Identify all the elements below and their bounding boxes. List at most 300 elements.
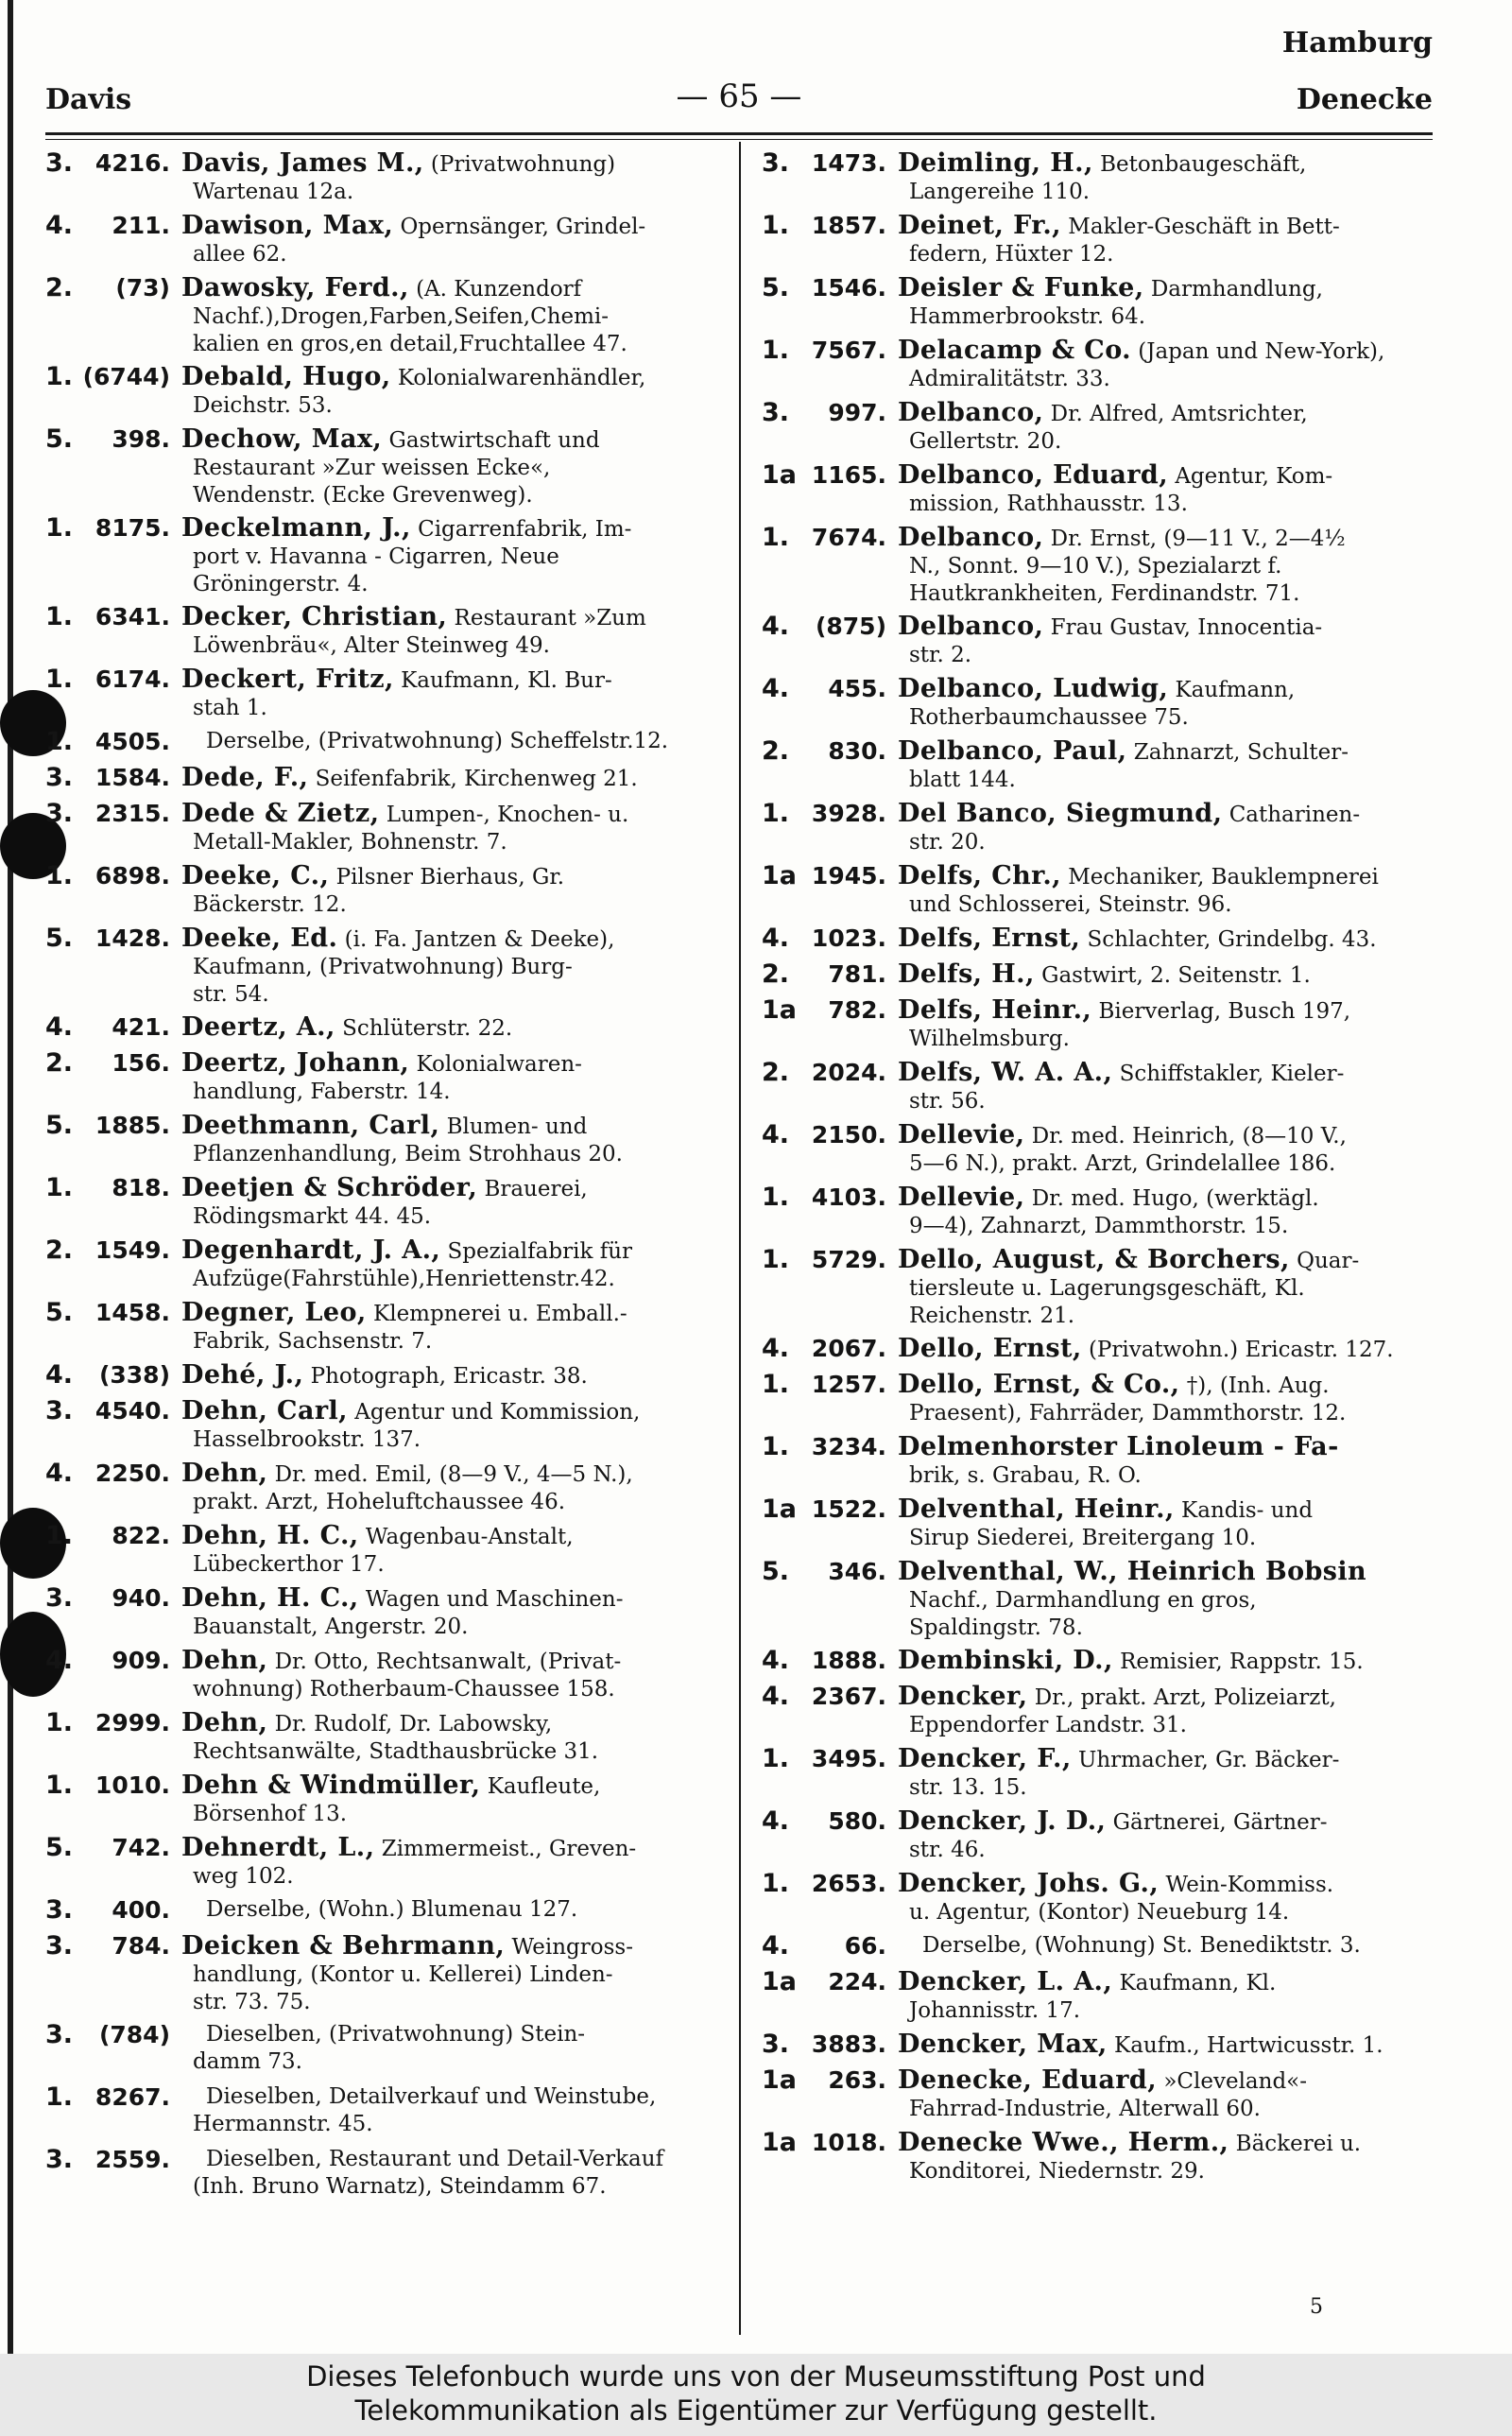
- entry-phone-number: 6341.: [94, 603, 170, 631]
- entry-class: 4.: [762, 1335, 790, 1363]
- entry-detail-continued: Spaldingstr. 78.: [909, 1615, 1083, 1640]
- entry-detail: (A. Kunzendorf: [416, 277, 582, 302]
- entry-name: Deckert, Fritz,: [181, 665, 394, 694]
- entry-name: Deeke, Ed.: [181, 924, 338, 953]
- entry-detail: Kaufm., Hartwicusstr. 1.: [1114, 2033, 1383, 2058]
- entry-detail-continued: Konditorei, Niedernstr. 29.: [909, 2159, 1205, 2184]
- entry-detail-continued: Hermannstr. 45.: [193, 2112, 373, 2136]
- entry-phone-number: 2559.: [94, 2146, 170, 2173]
- entry-detail-continued: stah 1.: [193, 696, 267, 720]
- entry-class: 4.: [762, 1121, 790, 1149]
- directory-entry: [45, 1522, 726, 1584]
- entry-phone-number: 8175.: [94, 514, 170, 542]
- entry-phone-number: 4216.: [94, 149, 170, 177]
- entry-phone-number: 4103.: [811, 1183, 886, 1211]
- entry-detail: »Cleveland«-: [1163, 2069, 1308, 2094]
- entry-name: Delbanco,: [898, 399, 1044, 427]
- entry-class: 4.: [45, 1361, 74, 1390]
- entry-phone-number: 1546.: [811, 274, 886, 302]
- entry-phone-number: 580.: [828, 1807, 886, 1835]
- directory-entry: [45, 1647, 726, 1709]
- entry-name: Degner, Leo,: [181, 1299, 367, 1327]
- entry-name: Denecke Wwe., Herm.,: [898, 2129, 1229, 2157]
- page-number: — 65 —: [676, 78, 802, 115]
- entry-phone-number: 5729.: [811, 1246, 886, 1273]
- entry-name: Deinet, Fr.,: [898, 212, 1061, 240]
- entry-phone-number: 2024.: [811, 1059, 886, 1086]
- entry-detail: (i. Fa. Jantzen & Deeke),: [344, 927, 615, 952]
- entry-class: 1.: [45, 603, 74, 631]
- entry-detail-continued: (Inh. Bruno Warnatz), Steindamm 67.: [193, 2174, 607, 2199]
- directory-entry: [45, 1834, 726, 1896]
- directory-entry: [45, 1397, 726, 1460]
- entry-class: 1.: [45, 2083, 74, 2112]
- entry-class: 2.: [762, 960, 790, 989]
- entry-class: 4.: [762, 613, 790, 641]
- entry-class: 4.: [45, 1460, 74, 1488]
- entry-phone-number: 830.: [828, 737, 886, 765]
- directory-entry: [762, 862, 1442, 924]
- entry-class: 1.: [762, 1870, 790, 1898]
- entry-detail-continued: kalien en gros,en detail,Fruchtallee 47.: [193, 332, 627, 356]
- entry-class: 1a: [762, 461, 798, 490]
- entry-class: 4.: [762, 675, 790, 703]
- entry-detail: Darmhandlung,: [1150, 277, 1323, 302]
- directory-entry: [762, 212, 1442, 274]
- directory-entry: [45, 800, 726, 862]
- entry-phone-number: 3928.: [811, 800, 886, 827]
- sheet-mark: 5: [1310, 2295, 1323, 2319]
- entry-name: Delbanco,: [898, 613, 1044, 641]
- entry-phone-number: 2315.: [94, 800, 170, 827]
- entry-detail-continued: brik, s. Grabau, R. O.: [909, 1463, 1142, 1488]
- entry-name: Debald, Hugo,: [181, 363, 391, 391]
- entry-detail: Remisier, Rappstr. 15.: [1120, 1650, 1364, 1674]
- entry-detail: Dr. Rudolf, Dr. Labowsky,: [274, 1712, 553, 1736]
- entry-phone-number: 1857.: [811, 212, 886, 239]
- entry-name: Dehn, H. C.,: [181, 1522, 359, 1550]
- entry-phone-number: 400.: [112, 1896, 170, 1924]
- directory-entry: [762, 613, 1442, 675]
- entry-phone-number: 1458.: [94, 1299, 170, 1326]
- entry-detail-continued: Börsenhof 13.: [193, 1802, 348, 1826]
- directory-entry: [762, 2066, 1442, 2129]
- entry-detail: Restaurant »Zum: [454, 606, 646, 631]
- entry-name: Delfs, H.,: [898, 960, 1035, 989]
- directory-entry: [762, 461, 1442, 524]
- entry-name: Delfs, W. A. A.,: [898, 1059, 1113, 1087]
- entry-phone-number: 263.: [828, 2066, 886, 2094]
- entry-phone-number: (73): [115, 274, 170, 302]
- entry-class: 3.: [45, 2021, 74, 2049]
- entry-class: 4.: [45, 1013, 74, 1042]
- directory-entry: [45, 1049, 726, 1112]
- right-column: [762, 149, 1442, 2342]
- entry-class: 1a: [762, 2066, 798, 2095]
- entry-detail-continued: tiersleute u. Lagerungsgeschäft, Kl.: [909, 1276, 1305, 1301]
- entry-name: Dechow, Max,: [181, 425, 383, 454]
- entry-name: Decker, Christian,: [181, 603, 448, 631]
- entry-class: 1.: [45, 728, 74, 756]
- entry-detail: Frau Gustav, Innocentia-: [1050, 615, 1323, 640]
- entry-detail-continued: u. Agentur, (Kontor) Neueburg 14.: [909, 1900, 1290, 1925]
- entry-name: Delbanco, Eduard,: [898, 461, 1168, 490]
- entry-detail: Schlachter, Grindelbg. 43.: [1087, 927, 1377, 952]
- entry-detail: Wein-Kommiss.: [1165, 1873, 1334, 1897]
- entry-name: Dembinski, D.,: [898, 1647, 1113, 1675]
- left-column: [45, 149, 726, 2342]
- entry-phone-number: 421.: [112, 1013, 170, 1041]
- directory-entry: [762, 1932, 1442, 1968]
- entry-detail: Cigarrenfabrik, Im-: [418, 517, 632, 542]
- entry-phone-number: 1018.: [811, 2129, 886, 2156]
- entry-detail-continued: Wartenau 12a.: [193, 180, 354, 204]
- entry-class: 2.: [45, 1049, 74, 1078]
- entry-detail: Wagenbau-Anstalt,: [365, 1525, 574, 1549]
- entry-phone-number: 224.: [828, 1968, 886, 1995]
- entry-detail: (Privatwohnung): [430, 152, 616, 177]
- entry-detail-continued: Hautkrankheiten, Ferdinandstr. 71.: [909, 581, 1300, 606]
- entry-detail-continued: Fabrik, Sachsenstr. 7.: [193, 1329, 433, 1354]
- directory-entry: [762, 960, 1442, 996]
- entry-detail: (Privatwohn.) Ericastr. 127.: [1088, 1338, 1394, 1362]
- entry-detail-continued: Gröningerstr. 4.: [193, 572, 369, 596]
- entry-phone-number: 3883.: [811, 2030, 886, 2058]
- entry-detail: Derselbe, (Wohnung) St. Benediktstr. 3.: [922, 1933, 1361, 1958]
- directory-entry: [45, 1771, 726, 1834]
- directory-entry: [45, 1174, 726, 1236]
- entry-name: Dencker,: [898, 1683, 1028, 1711]
- entry-detail: Blumen- und: [446, 1114, 588, 1139]
- entry-detail: Derselbe, (Privatwohnung) Scheffelstr.12.: [206, 729, 669, 753]
- entry-class: 3.: [45, 2146, 74, 2174]
- directory-entry: [762, 675, 1442, 737]
- entry-name: Dehn & Windmüller,: [181, 1771, 481, 1800]
- entry-name: Dehn, Carl,: [181, 1397, 348, 1425]
- binding-edge: [8, 0, 13, 2354]
- entry-detail-continued: Bäckerstr. 12.: [193, 892, 347, 917]
- directory-entry: [762, 1335, 1442, 1371]
- entry-detail-continued: Rechtsanwälte, Stadthausbrücke 31.: [193, 1739, 599, 1764]
- entry-detail-continued: federn, Hüxter 12.: [909, 242, 1114, 267]
- entry-class: 5.: [762, 1558, 790, 1586]
- directory-entry: [762, 2129, 1442, 2191]
- entry-name: Del Banco, Siegmund,: [898, 800, 1223, 828]
- entry-detail: Zahnarzt, Schulter-: [1133, 740, 1349, 765]
- entry-detail-continued: Rödingsmarkt 44. 45.: [193, 1204, 432, 1229]
- entry-detail: Dr. med. Heinrich, (8—10 V.,: [1031, 1124, 1347, 1149]
- entry-class: 1.: [762, 1246, 790, 1274]
- directory-entry: [45, 665, 726, 728]
- entry-detail-continued: handlung, (Kontor u. Kellerei) Linden-: [193, 1962, 613, 1987]
- entry-class: 1a: [762, 2129, 798, 2157]
- entry-detail: Dr. Ernst, (9—11 V., 2—4½: [1050, 527, 1346, 551]
- entry-name: Deeke, C.,: [181, 862, 330, 890]
- entry-phone-number: 211.: [112, 212, 170, 239]
- directory-entry: [762, 149, 1442, 212]
- entry-detail: Gärtnerei, Gärtner-: [1112, 1810, 1328, 1835]
- entry-class: 1.: [762, 1371, 790, 1399]
- entry-detail-continued: N., Sonnt. 9—10 V.), Spezialarzt f.: [909, 554, 1282, 579]
- entry-detail: Kandis- und: [1181, 1498, 1314, 1523]
- directory-entry: [45, 1013, 726, 1049]
- entry-name: Delfs, Chr.,: [898, 862, 1061, 890]
- entry-detail-continued: Lübeckerthor 17.: [193, 1552, 385, 1577]
- entry-phone-number: 1428.: [94, 924, 170, 952]
- directory-entry: [762, 737, 1442, 800]
- entry-class: 1.: [45, 862, 74, 890]
- entry-phone-number: 1165.: [811, 461, 886, 489]
- entry-class: 1.: [45, 1709, 74, 1737]
- entry-phone-number: (338): [98, 1361, 170, 1389]
- entry-class: 1.: [762, 337, 790, 365]
- directory-entry: [45, 212, 726, 274]
- directory-entry: [762, 274, 1442, 337]
- entry-phone-number: 940.: [112, 1584, 170, 1612]
- directory-entry: [45, 728, 726, 764]
- entry-detail: Spezialfabrik für: [447, 1239, 633, 1264]
- directory-entry: [762, 1558, 1442, 1647]
- entry-phone-number: (875): [815, 613, 886, 640]
- entry-detail: Quar-: [1297, 1249, 1360, 1273]
- directory-entry: [45, 2146, 726, 2208]
- entry-detail: Lumpen-, Knochen- u.: [386, 803, 629, 827]
- entry-class: 1.: [45, 1522, 74, 1550]
- entry-name: Dehn,: [181, 1460, 268, 1488]
- entry-detail: Dr., prakt. Arzt, Polizeiarzt,: [1034, 1685, 1336, 1710]
- entry-name: Dello, Ernst,: [898, 1335, 1082, 1363]
- directory-entry: [45, 1299, 726, 1361]
- entry-name: Delacamp & Co.: [898, 337, 1131, 365]
- entry-phone-number: 742.: [112, 1834, 170, 1861]
- directory-entry: [45, 425, 726, 514]
- entry-detail: Schiffstakler, Kieler-: [1119, 1062, 1345, 1086]
- entry-detail: Gastwirtschaft und: [388, 428, 600, 453]
- header-city: Hamburg: [1281, 26, 1433, 60]
- directory-entry: [762, 1807, 1442, 1870]
- directory-entry: [762, 1183, 1442, 1246]
- entry-phone-number: 4540.: [94, 1397, 170, 1425]
- entry-name: Dehé, J.,: [181, 1361, 304, 1390]
- directory-entry: [762, 337, 1442, 399]
- entry-detail-continued: Hammerbrookstr. 64.: [909, 304, 1146, 329]
- entry-detail-continued: str. 54.: [193, 982, 269, 1007]
- entry-detail-continued: str. 46.: [909, 1838, 986, 1862]
- entry-phone-number: 909.: [112, 1647, 170, 1674]
- entry-name: Dencker, Max,: [898, 2030, 1108, 2059]
- entry-name: Delfs, Ernst,: [898, 924, 1081, 953]
- entry-detail-continued: Hasselbrookstr. 137.: [193, 1427, 421, 1452]
- entry-detail-continued: prakt. Arzt, Hoheluftchaussee 46.: [193, 1490, 566, 1514]
- directory-entry: [45, 1932, 726, 2021]
- entry-class: 1.: [762, 1745, 790, 1773]
- entry-phone-number: 2653.: [811, 1870, 886, 1897]
- entry-detail: Dieselben, (Privatwohnung) Stein-: [206, 2022, 586, 2047]
- entry-detail-continued: Restaurant »Zur weissen Ecke«,: [193, 456, 551, 480]
- entry-detail-continued: Sirup Siederei, Breitergang 10.: [909, 1526, 1257, 1550]
- entry-name: Deethmann, Carl,: [181, 1112, 440, 1140]
- entry-detail-continued: Aufzüge(Fahrstühle),Henriettenstr.42.: [193, 1267, 615, 1291]
- entry-name: Deertz, Johann,: [181, 1049, 410, 1078]
- entry-name: Dencker, J. D.,: [898, 1807, 1107, 1836]
- entry-name: Delventhal, W., Heinrich Bobsin: [898, 1558, 1367, 1586]
- entry-detail-continued: str. 20.: [909, 830, 986, 855]
- directory-entry: [45, 1112, 726, 1174]
- entry-name: Dehnerdt, L.,: [181, 1834, 375, 1862]
- entry-name: Deetjen & Schröder,: [181, 1174, 478, 1202]
- entry-class: 4.: [762, 1683, 790, 1711]
- entry-class: 1a: [762, 1968, 798, 1996]
- entry-name: Delbanco, Paul,: [898, 737, 1127, 766]
- entry-phone-number: 2067.: [811, 1335, 886, 1362]
- entry-detail-continued: Pflanzenhandlung, Beim Strohhaus 20.: [193, 1142, 623, 1166]
- entry-detail-continued: Reichenstr. 21.: [909, 1304, 1075, 1328]
- entry-phone-number: 997.: [828, 399, 886, 426]
- entry-class: 1a: [762, 862, 798, 890]
- entry-class: 3.: [45, 764, 74, 792]
- directory-entry: [45, 862, 726, 924]
- entry-class: 3.: [45, 149, 74, 178]
- entry-detail-continued: Eppendorfer Landstr. 31.: [909, 1713, 1187, 1737]
- entry-class: 5.: [762, 274, 790, 302]
- directory-entry: [762, 399, 1442, 461]
- entry-phone-number: 6898.: [94, 862, 170, 890]
- entry-class: 4.: [762, 1932, 790, 1961]
- entry-name: Dellevie,: [898, 1183, 1025, 1212]
- entry-detail: Makler-Geschäft in Bett-: [1068, 215, 1340, 239]
- directory-entry: [45, 1709, 726, 1771]
- entry-detail: Dr. med. Emil, (8—9 V., 4—5 N.),: [274, 1462, 633, 1487]
- entry-detail: Dr. Otto, Rechtsanwalt, (Privat-: [274, 1650, 622, 1674]
- entry-detail-continued: Deichstr. 53.: [193, 393, 333, 418]
- entry-detail-continued: allee 62.: [193, 242, 287, 267]
- entry-name: Delventhal, Heinr.,: [898, 1495, 1175, 1524]
- entry-detail: Pilsner Bierhaus, Gr.: [335, 865, 565, 890]
- footer-line-2: Telekommunikation als Eigentümer zur Verfügung gestellt.: [354, 2394, 1158, 2427]
- entry-detail: Derselbe, (Wohn.) Blumenau 127.: [206, 1897, 578, 1922]
- entry-detail: Klempnerei u. Emball.-: [373, 1302, 627, 1326]
- entry-name: Dede, F.,: [181, 764, 309, 792]
- entry-class: 5.: [45, 924, 74, 953]
- directory-entry: [762, 924, 1442, 960]
- directory-entry: [45, 1361, 726, 1397]
- entry-phone-number: 1473.: [811, 149, 886, 177]
- entry-detail-continued: Johannisstr. 17.: [909, 1998, 1081, 2023]
- entry-detail-continued: str. 56.: [909, 1089, 986, 1114]
- entry-detail-continued: weg 102.: [193, 1864, 294, 1889]
- entry-phone-number: 3495.: [811, 1745, 886, 1772]
- entry-name: Dehn,: [181, 1647, 268, 1675]
- entry-phone-number: 1023.: [811, 924, 886, 952]
- entry-detail: Bierverlag, Busch 197,: [1098, 999, 1351, 1024]
- directory-entry: [45, 603, 726, 665]
- entry-class: 1.: [762, 800, 790, 828]
- entry-phone-number: 1945.: [811, 862, 886, 890]
- entry-detail-continued: Praesent), Fahrräder, Dammthorstr. 12.: [909, 1401, 1347, 1425]
- directory-entry: [762, 1495, 1442, 1558]
- directory-entry: [45, 514, 726, 603]
- entry-detail: Seifenfabrik, Kirchenweg 21.: [315, 767, 638, 791]
- entry-phone-number: 1257.: [811, 1371, 886, 1398]
- entry-phone-number: 3234.: [811, 1433, 886, 1460]
- entry-phone-number: 1888.: [811, 1647, 886, 1674]
- entry-name: Delmenhorster Linoleum - Fa-: [898, 1433, 1339, 1461]
- entry-detail: Dieselben, Restaurant und Detail-Verkauf: [206, 2147, 664, 2171]
- directory-entry: [45, 1896, 726, 1932]
- header-rule: [45, 132, 1433, 135]
- directory-entry: [45, 2021, 726, 2083]
- entry-class: 1.: [762, 1183, 790, 1212]
- entry-detail: (Japan und New-York),: [1138, 339, 1385, 364]
- entry-detail: Weingross-: [511, 1935, 633, 1960]
- entry-class: 2.: [762, 737, 790, 766]
- entry-detail: Agentur und Kommission,: [354, 1400, 641, 1425]
- entry-detail: Kaufmann, Kl. Bur-: [401, 668, 612, 693]
- entry-class: 1.: [762, 524, 790, 552]
- header-last-name: Denecke: [1296, 83, 1433, 116]
- entry-class: 5.: [45, 1299, 74, 1327]
- directory-entry: [762, 1059, 1442, 1121]
- directory-entry: [762, 524, 1442, 613]
- entry-name: Delfs, Heinr.,: [898, 996, 1092, 1025]
- entry-detail: Mechaniker, Bauklempnerei: [1068, 865, 1379, 890]
- entry-name: Dencker, L. A.,: [898, 1968, 1113, 1996]
- directory-entry: [762, 1968, 1442, 2030]
- entry-detail: Kaufmann,: [1175, 678, 1296, 702]
- entry-name: Denecke, Eduard,: [898, 2066, 1158, 2095]
- entry-class: 3.: [762, 149, 790, 178]
- directory-entry: [45, 149, 726, 212]
- directory-entry: [762, 1683, 1442, 1745]
- entry-class: 2.: [762, 1059, 790, 1087]
- entry-name: Dawosky, Ferd.,: [181, 274, 409, 302]
- entry-detail: Kolonialwarenhändler,: [397, 366, 646, 390]
- entry-class: 1a: [762, 1495, 798, 1524]
- entry-detail-continued: mission, Rathhausstr. 13.: [909, 492, 1188, 516]
- entry-detail: Brauerei,: [484, 1177, 588, 1201]
- entry-phone-number: (784): [98, 2021, 170, 2048]
- entry-name: Degenhardt, J. A.,: [181, 1236, 441, 1265]
- entry-phone-number: 782.: [828, 996, 886, 1024]
- entry-name: Dehn, H. C.,: [181, 1584, 359, 1613]
- directory-entry: [45, 1584, 726, 1647]
- entry-name: Deisler & Funke,: [898, 274, 1144, 302]
- entry-phone-number: 1885.: [94, 1112, 170, 1139]
- entry-class: 1.: [45, 363, 74, 391]
- directory-entry: [45, 274, 726, 363]
- entry-class: 4.: [45, 1647, 74, 1675]
- entry-detail: Betonbaugeschäft,: [1100, 152, 1307, 177]
- entry-detail-continued: und Schlosserei, Steinstr. 96.: [909, 892, 1232, 917]
- entry-detail: Agentur, Kom-: [1175, 464, 1333, 489]
- directory-entry: [762, 1121, 1442, 1183]
- entry-detail: Photograph, Ericastr. 38.: [310, 1364, 588, 1389]
- entry-class: 5.: [45, 1834, 74, 1862]
- entry-detail-continued: port v. Havanna - Cigarren, Neue: [193, 544, 559, 569]
- entry-detail-continued: Langereihe 110.: [909, 180, 1091, 204]
- entry-class: 1.: [45, 514, 74, 543]
- entry-class: 2.: [45, 1236, 74, 1265]
- entry-class: 1.: [762, 212, 790, 240]
- entry-phone-number: 1522.: [811, 1495, 886, 1523]
- entry-detail: Kaufleute,: [487, 1774, 601, 1799]
- entry-phone-number: 818.: [112, 1174, 170, 1201]
- entry-detail: Zimmermeist., Greven-: [381, 1837, 637, 1861]
- directory-entry: [762, 996, 1442, 1059]
- entry-name: Dellevie,: [898, 1121, 1025, 1149]
- entry-detail-continued: str. 13. 15.: [909, 1775, 1027, 1800]
- header-rule-thin: [45, 139, 1433, 140]
